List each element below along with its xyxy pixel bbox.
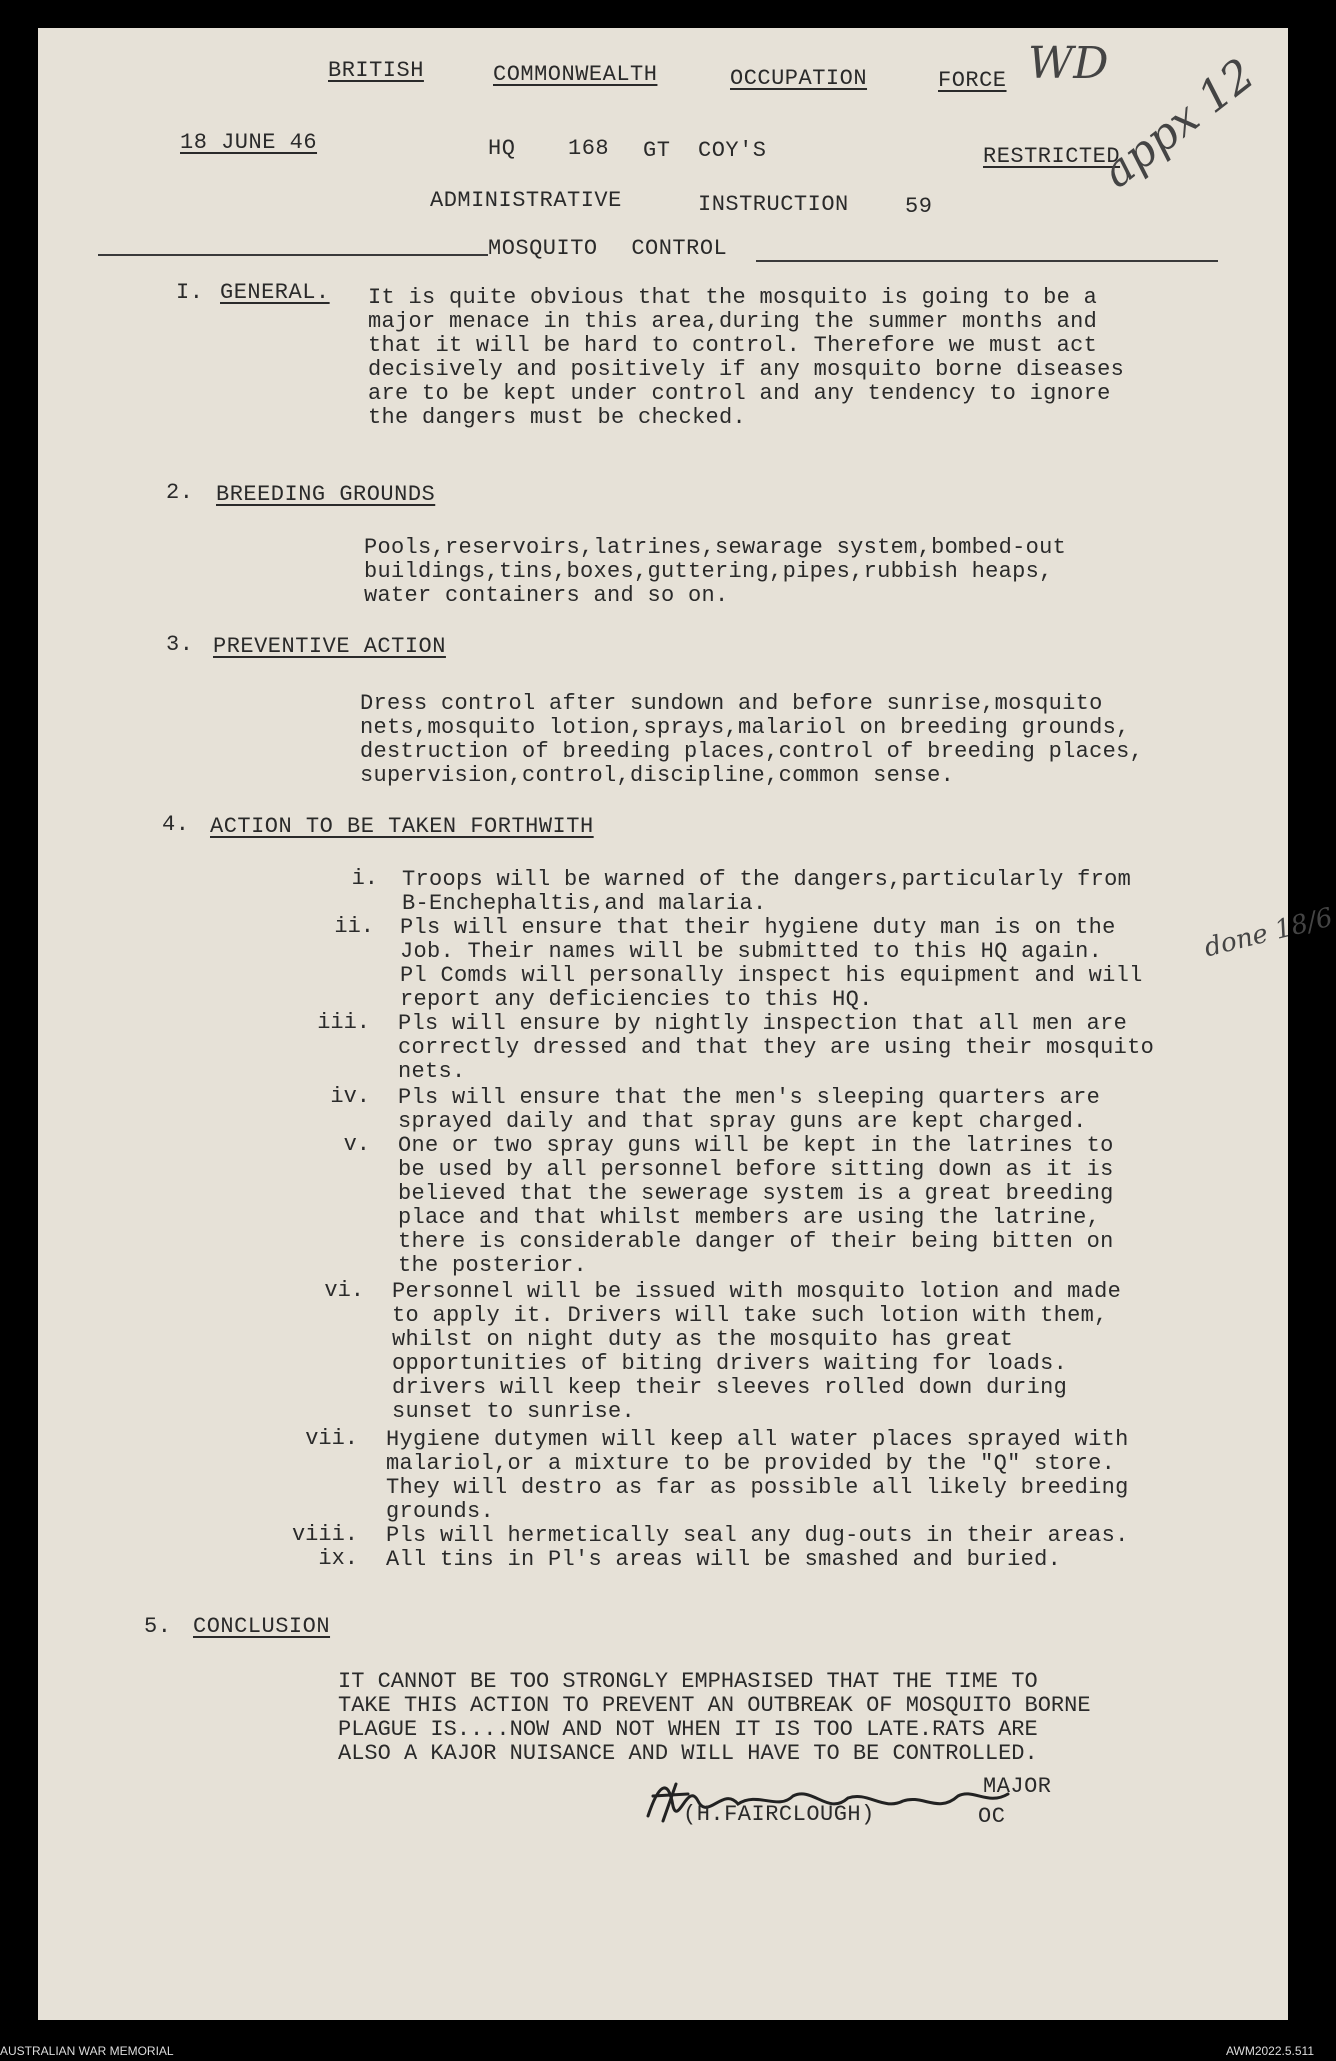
section-1-number: I. bbox=[176, 280, 204, 305]
action-item-number: ix. bbox=[318, 1546, 358, 1571]
section-2-text: Pools,reservoirs,latrines,sewarage system,bombed-out buildings,tins,boxes,guttering,pipes,rubbish heaps, water containers and so on. bbox=[364, 535, 1067, 608]
unit-number: 168 bbox=[568, 136, 610, 161]
instruction-administrative: ADMINISTRATIVE bbox=[430, 188, 622, 213]
action-item-text: Pls will ensure by nightly inspection that all men are correctly dressed and that they are using their mosquito nets. bbox=[398, 1011, 1155, 1084]
action-item-number: viii. bbox=[291, 1522, 358, 1547]
section-1-title: GENERAL. bbox=[220, 280, 330, 305]
footer-reference: AWM2022.5.511 bbox=[1225, 2044, 1314, 2058]
action-item-text: One or two spray guns will be kept in the latrines to be used by all personnel before sitting down as it is believed that the sewerage system is a great breeding place and that whilst members are using the latrine, there is considerable danger of their being bitten on the posterior. bbox=[398, 1133, 1114, 1278]
section-3-text: Dress control after sundown and before sunrise,mosquito nets,mosquito lotion,sprays,malariol on breeding grounds, destruction of breeding places,control of breeding places, supervision,control,discipline,common sense. bbox=[360, 691, 1144, 788]
instruction-word: INSTRUCTION bbox=[698, 192, 849, 217]
action-item-text: Pls will hermetically seal any dug-outs in their areas. bbox=[386, 1523, 1129, 1548]
annotation-appendix: appx 12 bbox=[1093, 48, 1265, 199]
unit-coys: COY'S bbox=[698, 138, 767, 163]
action-item-number: vii. bbox=[305, 1426, 358, 1451]
action-item-number: vi. bbox=[324, 1278, 364, 1303]
action-item-number: v. bbox=[343, 1132, 370, 1157]
section-3-title: PREVENTIVE ACTION bbox=[213, 634, 446, 659]
action-item-text: Troops will be warned of the dangers,particularly from B-Enchephaltis,and malaria. bbox=[402, 867, 1132, 916]
action-item-text: Hygiene dutymen will keep all water places sprayed with malariol,or a mixture to be provided by the "Q" store. They will destro as far as possible all likely breeding grounds. bbox=[386, 1427, 1129, 1524]
action-item-number: iv. bbox=[330, 1084, 370, 1109]
section-1-text: It is quite obvious that the mosquito is going to be a major menace in this area,during the summer months and that it will be hard to control. Therefore we must act decisively and positively if any mosquito borne diseases are to be kept under control and any tendency to ignore the dangers must be checked. bbox=[368, 285, 1125, 430]
conclusion-text: IT CANNOT BE TOO STRONGLY EMPHASISED THAT THE TIME TO TAKE THIS ACTION TO PREVENT AN OUTBREAK OF MOSQUITO BORNE PLAGUE IS....NOW AND NOT WHEN IT IS TOO LATE.RATS ARE ALSO A KAJOR NUISANCE AND WILL HAVE TO BE CONTROLLED. bbox=[338, 1669, 1091, 1766]
unit-gt: GT bbox=[643, 138, 671, 163]
action-item-text: All tins in Pl's areas will be smashed and buried. bbox=[386, 1547, 1062, 1572]
annotation-done: done 18/6 bbox=[1201, 902, 1336, 964]
signature-name: (H.FAIRCLOUGH) bbox=[683, 1802, 875, 1827]
document-date: 18 JUNE 46 bbox=[180, 130, 318, 155]
annotation-wd: WD bbox=[1028, 38, 1109, 89]
classification-restricted: RESTRICTED bbox=[983, 144, 1121, 169]
header-british: BRITISH bbox=[328, 58, 424, 83]
action-item-number: i. bbox=[351, 866, 378, 891]
action-item-number: ii. bbox=[334, 914, 374, 939]
section-2-number: 2. bbox=[166, 480, 194, 505]
header-occupation: OCCUPATION bbox=[730, 66, 868, 91]
subject-rule-right bbox=[756, 260, 1218, 262]
action-item-text: Pls will ensure that their hygiene duty man is on the Job. Their names will be submitted to this HQ again. Pl Comds will personally inspect his equipment and will report any deficiencies to this HQ. bbox=[400, 915, 1143, 1012]
footer-archive: AUSTRALIAN WAR MEMORIAL bbox=[0, 2044, 174, 2058]
section-4-number: 4. bbox=[162, 812, 190, 837]
subject: MOSQUITO CONTROL bbox=[488, 236, 728, 261]
signature-role: OC bbox=[978, 1804, 1006, 1829]
action-item-text: Personnel will be issued with mosquito lotion and made to apply it. Drivers will take such lotion with them, whilst on night duty as the mosquito has great opportunities of biting drivers waiting for loads. drivers will keep their sleeves rolled down during sunset to sunrise. bbox=[392, 1279, 1122, 1424]
document-page bbox=[38, 28, 1336, 2020]
action-item-number: iii. bbox=[317, 1010, 370, 1035]
section-3-number: 3. bbox=[166, 632, 194, 657]
section-2-title: BREEDING GROUNDS bbox=[216, 482, 436, 507]
section-4-title: ACTION TO BE TAKEN FORTHWITH bbox=[210, 814, 594, 839]
signature-rank: MAJOR bbox=[983, 1774, 1052, 1799]
section-5-number: 5. bbox=[144, 1614, 172, 1639]
header-commonwealth: COMMONWEALTH bbox=[493, 62, 658, 87]
header-force: FORCE bbox=[938, 68, 1007, 93]
unit-hq: HQ bbox=[488, 136, 516, 161]
action-item-text: Pls will ensure that the men's sleeping quarters are sprayed daily and that spray guns are kept charged. bbox=[398, 1085, 1101, 1134]
section-5-title: CONCLUSION bbox=[193, 1614, 331, 1639]
instruction-number: 59 bbox=[905, 194, 933, 219]
subject-rule-left bbox=[98, 254, 488, 256]
